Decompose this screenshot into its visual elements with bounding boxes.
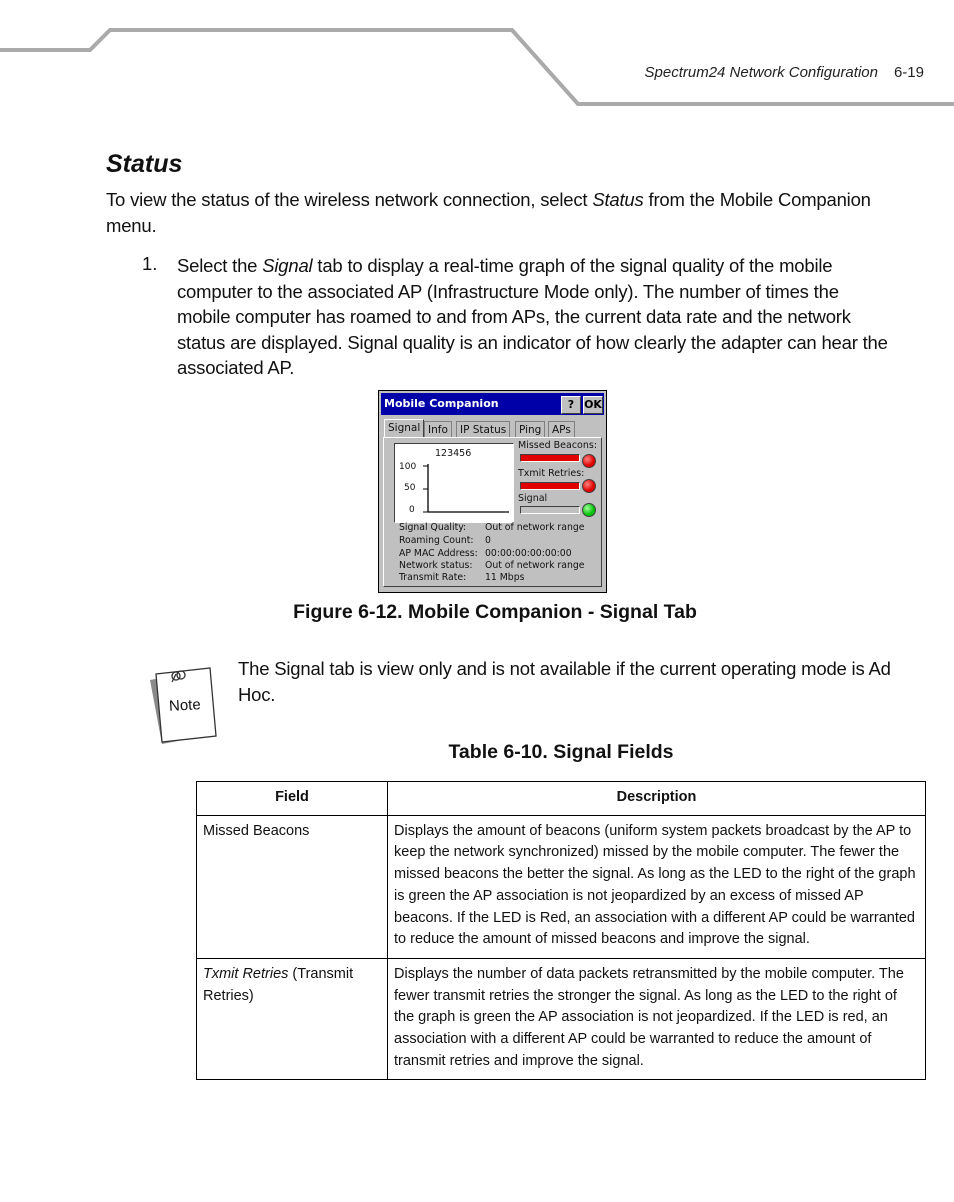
note-label: Note [168, 696, 202, 715]
step-number: 1. [142, 253, 158, 274]
step-text-1: Select the [177, 255, 263, 276]
tab-info[interactable]: Info [424, 421, 452, 438]
txmit-retries-bar [520, 482, 580, 490]
page-number: 6-19 [893, 64, 924, 81]
intro-paragraph [106, 187, 896, 239]
section-title: Status [106, 150, 183, 178]
signal-bar [520, 506, 580, 514]
field-name: (Transmit Retries) [203, 965, 354, 1004]
header-description: Description [388, 782, 926, 816]
intro-text-1: To view the status of the wireless network connection, select [106, 189, 593, 210]
window-title: Mobile Companion [384, 397, 499, 410]
signal-graph [394, 443, 514, 523]
info-value: 00:00:00:00:00:00 [485, 548, 572, 559]
tab-signal[interactable]: Signal [384, 419, 424, 438]
table-title: Table 6-10. Signal Fields [448, 741, 674, 763]
table-row [197, 958, 926, 1080]
info-value: Out of network range [485, 560, 585, 571]
intro-text-2: from the Mobile Companion menu. [106, 189, 871, 236]
graph-tick-0: 0 [409, 505, 415, 515]
info-label: Transmit Rate: [399, 572, 467, 583]
tab-ip-status[interactable]: IP Status [456, 421, 510, 438]
field-cell [197, 815, 388, 958]
table-header-row [197, 782, 926, 816]
graph-count: 123456 [435, 448, 472, 459]
signal-fields-table [196, 781, 926, 1080]
info-label: Network status: [399, 560, 473, 571]
info-label: AP MAC Address: [399, 548, 478, 559]
help-button[interactable]: ? [561, 396, 581, 414]
info-row [399, 522, 585, 533]
info-row [399, 535, 491, 546]
figure-caption: Figure 6-12. Mobile Companion - Signal Tab [293, 601, 697, 623]
txmit-retries-led [582, 479, 596, 493]
description-cell: Displays the number of data packets retransmitted by the mobile computer. The fewer transmit retries the stronger the signal. As long as the LED to the right of the graph is green the AP association is not jeopardized. If the LED is red, an association with a different AP could be warranted to reduce the amount of transmit retries and improve the signal. [388, 958, 926, 1080]
graph-axes [395, 444, 513, 522]
info-label: Roaming Count: [399, 535, 474, 546]
info-row [399, 572, 525, 583]
running-head [645, 64, 924, 81]
intro-italic: Status [592, 189, 644, 210]
graph-tick-50: 50 [404, 483, 416, 493]
missed-beacons-led [582, 454, 596, 468]
step-text-2: tab to display a real-time graph of the signal quality of the mobile computer to the associated AP (Infrastructure Mode only). The number of times the mobile computer has roamed to and from APs, the current data rate and the network status are displayed. Signal quality is an indicator of how clearly the adapter can hear the associated AP. [177, 255, 888, 378]
tab-aps[interactable]: APs [548, 421, 575, 438]
signal-led [582, 503, 596, 517]
note-text: The Signal tab is view only and is not available if the current operating mode is Ad Hoc. [238, 658, 891, 705]
step-italic: Signal [262, 255, 313, 276]
tab-ping[interactable]: Ping [515, 421, 545, 438]
ok-button[interactable]: OK [583, 396, 603, 414]
graph-tick-100: 100 [399, 462, 417, 472]
info-row [399, 560, 585, 571]
step-text [177, 253, 897, 381]
mobile-companion-window [378, 390, 607, 593]
field-italic: Txmit Retries [203, 965, 289, 982]
signal-label: Signal [518, 493, 548, 504]
description-cell: Displays the amount of beacons (uniform system packets broadcast by the AP to keep the network synchronized) missed by the mobile computer. The fewer the missed beacons the better the signal. As long as the LED to the right of the graph is green the AP association is not jeopardized by an excess of missed AP beacons. If the LED is Red, an association with a different AP could be warranted to reduce the amount of missed beacons and improve the signal. [388, 815, 926, 958]
txmit-retries-label: Txmit Retries: [518, 468, 585, 479]
window-title-bar [381, 393, 604, 415]
field-name: Missed Beacons [203, 822, 310, 839]
info-value: Out of network range [485, 522, 585, 533]
missed-beacons-bar [520, 454, 580, 462]
table-row [197, 815, 926, 958]
info-value: 11 Mbps [485, 572, 525, 583]
header-rule [0, 0, 954, 110]
info-value: 0 [485, 535, 491, 546]
field-cell [197, 958, 388, 1080]
running-title: Spectrum24 Network Configuration [644, 64, 878, 81]
missed-beacons-label: Missed Beacons: [518, 440, 598, 451]
info-row [399, 548, 572, 559]
header-field: Field [197, 782, 388, 816]
info-label: Signal Quality: [399, 522, 467, 533]
